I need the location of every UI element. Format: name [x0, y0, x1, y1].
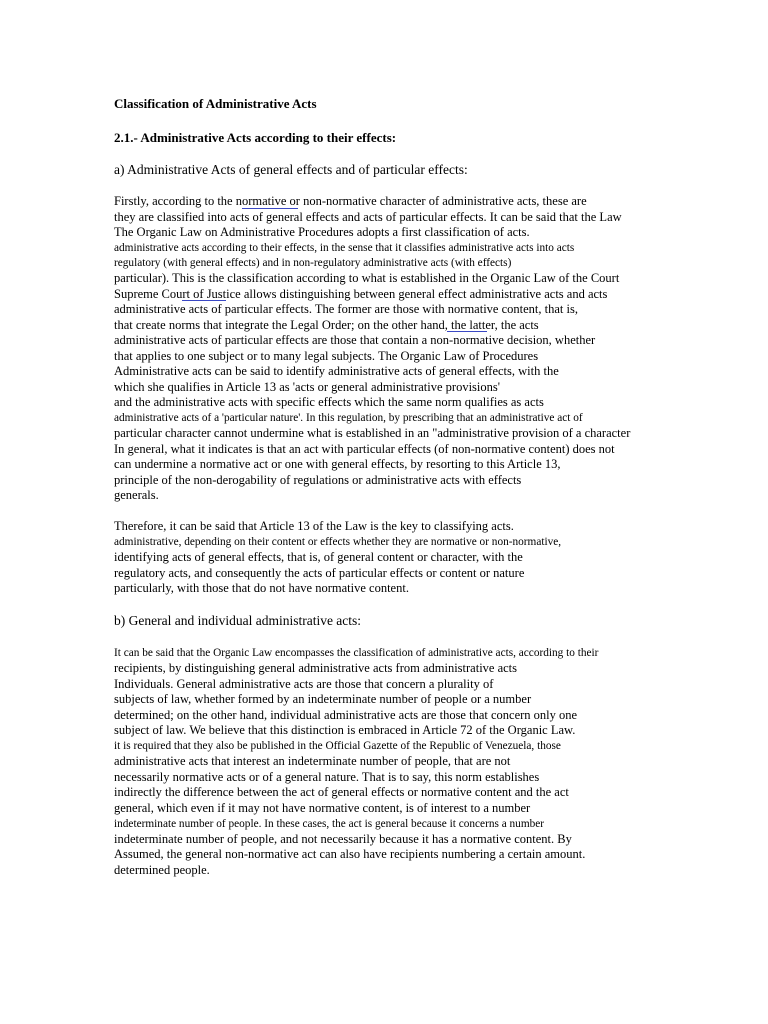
text-line: Firstly, according to the normative or non-normative character of administrative acts, these are [114, 194, 587, 208]
text-line: principle of the non-derogability of regulations or administrative acts with effects [114, 472, 522, 487]
text-line: Administrative acts can be said to identify administrative acts of general effects, with the [114, 364, 559, 378]
subsection-a-heading: a) Administrative Acts of general effects and of particular effects: [114, 162, 468, 177]
text-line: generals. [114, 488, 159, 502]
text-line: that create norms that integrate the Legal Order; on the other hand, the latter, the acts [114, 317, 539, 332]
text-line: administrative acts of a 'particular nature'. In this regulation, by prescribing that an administrative act of [114, 412, 583, 424]
text-line: administrative acts of particular effects. The former are those with normative content, that is, [114, 302, 578, 316]
text-line: determined; on the other hand, individual administrative acts are those that concern only one [114, 707, 578, 722]
text-line: necessarily normative acts or of a general nature. That is to say, this norm establishes [114, 769, 540, 784]
text-line: can undermine a normative act or one with general effects, by resorting to this Article 13, [114, 457, 561, 471]
section-heading: 2.1.- Administrative Acts according to their effects: [114, 130, 397, 145]
text-line: indirectly the difference between the act of general effects or normative content and the act [114, 785, 569, 799]
spellcheck-underline [447, 331, 487, 332]
text-line: administrative acts that interest an indeterminate number of people, that are not [114, 754, 511, 768]
text-line: Therefore, it can be said that Article 13 of the Law is the key to classifying acts. [114, 519, 514, 533]
text-line: particular). This is the classification according to what is established in the Organic Law of the Court [114, 271, 620, 285]
text-line: In general, what it indicates is that an act with particular effects (of non-normative content) does not [114, 441, 615, 456]
text-line: recipients, by distinguishing general administrative acts from administrative acts [114, 661, 518, 675]
text-line: Individuals. General administrative acts are those that concern a plurality of [114, 676, 494, 691]
text-line: that applies to one subject or to many legal subjects. The Organic Law of Procedures [114, 348, 539, 363]
text-line: subjects of law, whether formed by an indeterminate number of people or a number [114, 692, 532, 706]
text-line: identifying acts of general effects, that is, of general content or character, with the [114, 550, 523, 564]
text-line: It can be said that the Organic Law encompasses the classification of administrative acts, according to their [114, 647, 599, 659]
text-line: indeterminate number of people, and not necessarily because it has a normative content. By [114, 831, 572, 846]
spellcheck-underline [182, 300, 226, 301]
subsection-b-heading: b) General and individual administrative acts: [114, 613, 362, 628]
text-line: Assumed, the general non-normative act can also have recipients numbering a certain amount. [114, 847, 586, 861]
text-line: administrative acts according to their effects, in the sense that it classifies administrative acts into acts [114, 242, 575, 254]
text-line: administrative acts of particular effects are those that contain a non-normative decision, whether [114, 333, 596, 347]
text-line: which she qualifies in Article 13 as 'acts or general administrative provisions' [114, 379, 501, 394]
text-line: it is required that they also be published in the Official Gazette of the Republic of Venezuela, those [114, 740, 561, 752]
text-line: determined people. [114, 862, 210, 877]
text-line: regulatory acts, and consequently the acts of particular effects or content or nature [114, 565, 525, 580]
text-line: Supreme Court of Justice allows distinguishing between general effect administrative acts and acts [114, 286, 608, 301]
text-line: they are classified into acts of general effects and acts of particular effects. It can be said that the Law [114, 209, 622, 224]
document-title: Classification of Administrative Acts [114, 96, 317, 111]
text-line: regulatory (with general effects) and in non-regulatory administrative acts (with effects) [114, 257, 512, 269]
text-line: The Organic Law on Administrative Procedures adopts a first classification of acts. [114, 225, 530, 239]
text-line: subject of law. We believe that this distinction is embraced in Article 72 of the Organic Law. [114, 723, 576, 737]
spellcheck-underline [242, 208, 298, 209]
text-line: general, which even if it may not have normative content, is of interest to a number [114, 800, 531, 815]
text-line: and the administrative acts with specific effects which the same norm qualifies as acts [114, 395, 544, 409]
text-line: particularly, with those that do not have normative content. [114, 581, 409, 595]
text-line: indeterminate number of people. In these cases, the act is general because it concerns a number [114, 817, 545, 830]
text-line: administrative, depending on their content or effects whether they are normative or non-normative, [114, 536, 562, 548]
text-line: particular character cannot undermine what is established in an "administrative provision of a character [114, 426, 631, 440]
